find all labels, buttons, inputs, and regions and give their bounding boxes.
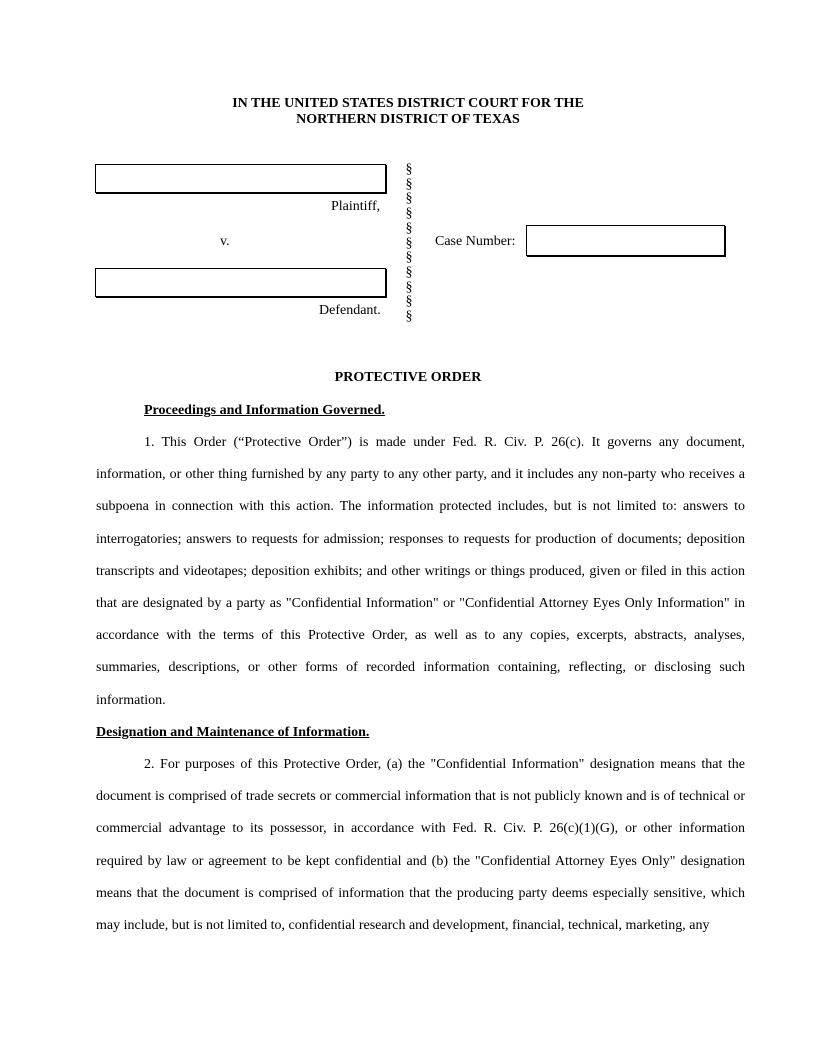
section-symbol: § <box>405 250 413 266</box>
defendant-name-field[interactable] <box>95 268 386 297</box>
section-symbol: § <box>405 309 413 325</box>
document-title: PROTECTIVE ORDER <box>334 370 482 385</box>
section-symbol: § <box>405 191 413 207</box>
court-heading-line-2: NORTHERN DISTRICT OF TEXAS <box>296 112 520 127</box>
section-symbol: § <box>405 206 413 222</box>
paragraph-2: 2. For purposes of this Protective Order, (a) the "Confidential Information" designation means that the document is comprised of trade secrets or commercial information that is not publicly known and is of technical or commercial advantage to its possessor, in accordance with Fed. R. Civ. P. 26(c)(1)(G), or other information required by law or agreement to be kept confidential and (b) the "Confidential Attorney Eyes Only" designation means that the document is comprised of information that the producing party deems especially sensitive, which may include, but is not limited to, confidential research and development, financial, technical, marketing, any <box>96 757 745 934</box>
court-heading <box>0 96 816 128</box>
section-symbol: § <box>405 294 413 310</box>
section-symbol: § <box>405 279 413 295</box>
section-symbol: § <box>405 162 413 177</box>
plaintiff-name-field[interactable] <box>95 164 386 193</box>
section-heading-designation: Designation and Maintenance of Information. <box>96 725 370 740</box>
section-symbol-column <box>402 163 416 325</box>
court-heading-line-1: IN THE UNITED STATES DISTRICT COURT FOR THE <box>232 96 584 111</box>
section-symbol: § <box>405 264 413 280</box>
case-number-field[interactable] <box>526 225 725 256</box>
section-symbol: § <box>405 235 413 251</box>
case-number-label: Case Number: <box>435 234 516 249</box>
plaintiff-label: Plaintiff, <box>331 199 381 214</box>
defendant-label: Defendant. <box>319 303 381 318</box>
section-symbol: § <box>405 220 413 236</box>
section-heading-proceedings: Proceedings and Information Governed. <box>144 403 385 418</box>
section-symbol: § <box>405 176 413 192</box>
versus-label: v. <box>220 234 230 249</box>
paragraph-1: 1. This Order (“Protective Order”) is made under Fed. R. Civ. P. 26(c). It governs any document, information, or other thing furnished by any party to any other party, and it includes any non-party who receives a subpoena in connection with this action. The information protected includes, but is not limited to: answers to interrogatories; answers to requests for admission; responses to requests for production of documents; deposition transcripts and videotapes; deposition exhibits; and other writings or things produced, given or filed in this action that are designated by a party as "Confidential Information" or "Confidential Attorney Eyes Only Information" in accordance with the terms of this Protective Order, as well as to any copies, excerpts, abstracts, analyses, summaries, descriptions, or other forms of recorded information containing, reflecting, or disclosing such information. <box>96 435 745 708</box>
